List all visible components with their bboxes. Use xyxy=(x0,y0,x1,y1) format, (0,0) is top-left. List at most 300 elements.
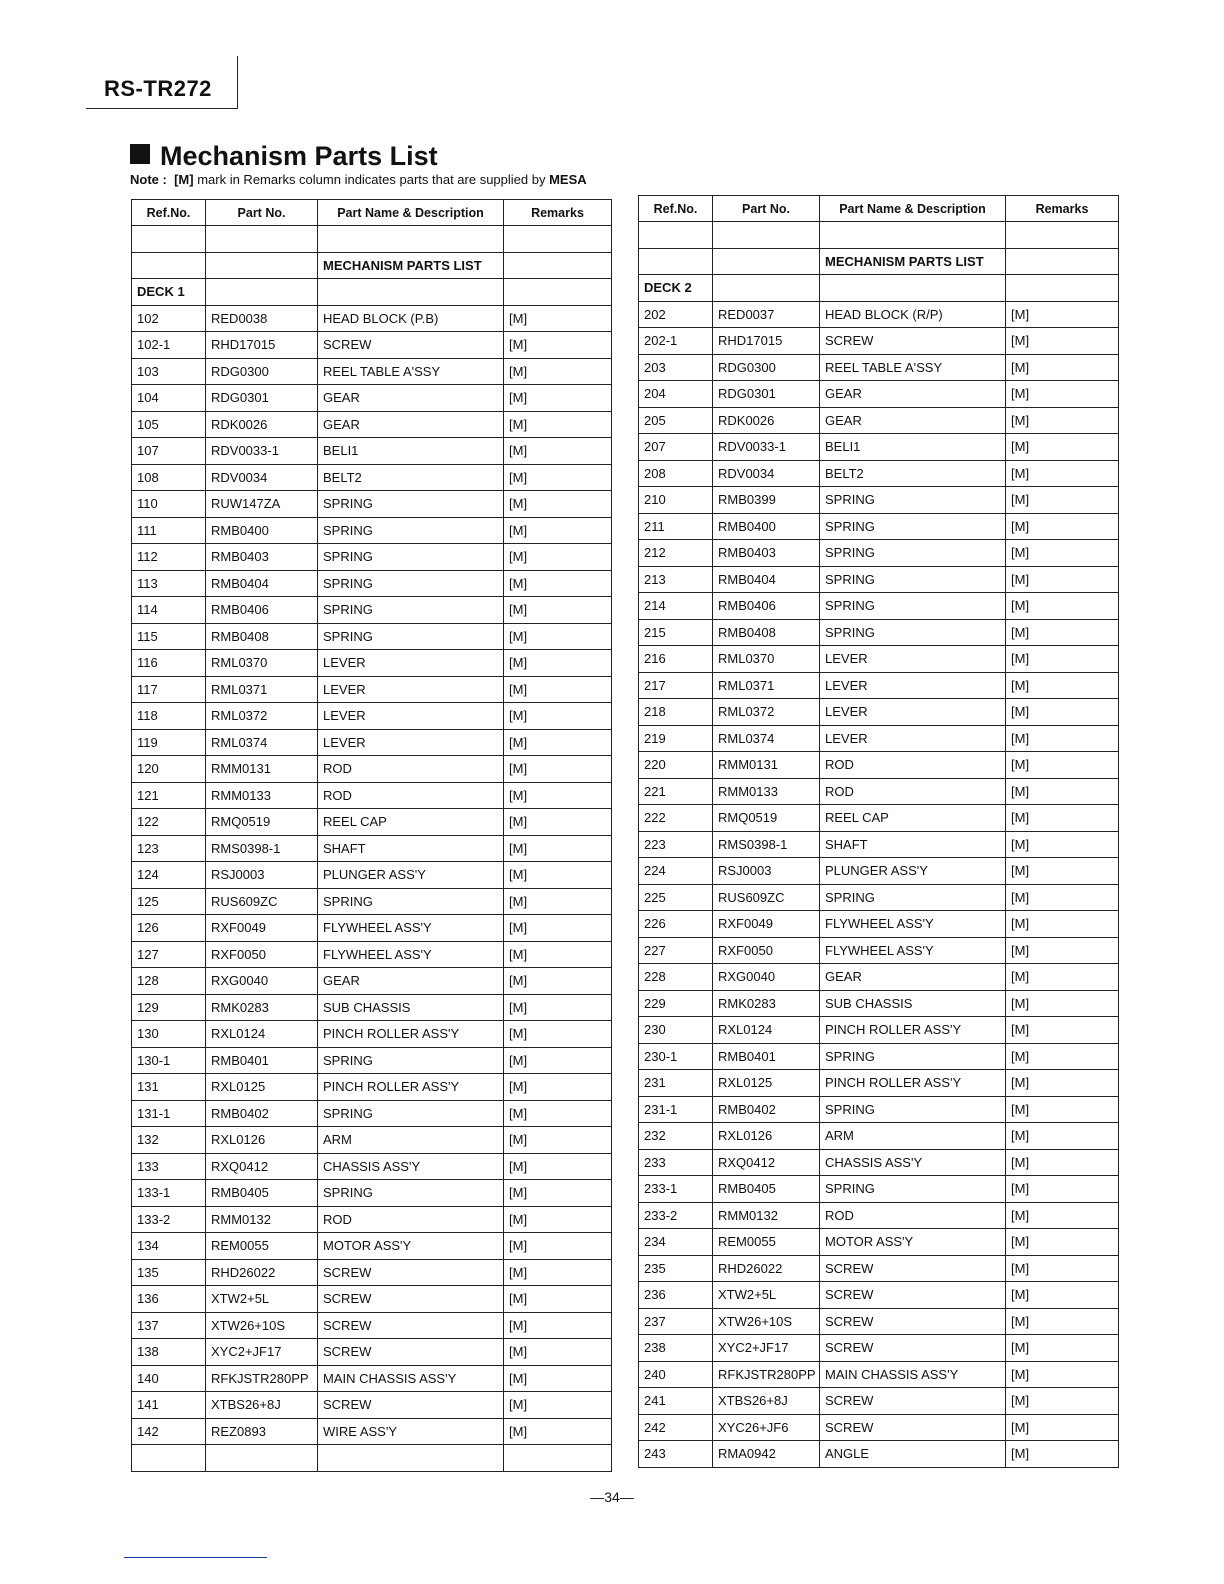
part-no-cell: RMS0398-1 xyxy=(713,831,820,858)
table-row xyxy=(639,1070,1119,1097)
part-no-cell: RUS609ZC xyxy=(713,884,820,911)
ref-no-cell: 216 xyxy=(639,646,713,673)
table-row xyxy=(132,570,612,597)
col-part-no: Part No. xyxy=(206,200,318,226)
description-cell: CHASSIS ASS'Y xyxy=(318,1153,504,1180)
description-cell: PLUNGER ASS'Y xyxy=(820,858,1006,885)
table-row xyxy=(132,438,612,465)
col-description: Part Name & Description xyxy=(820,196,1006,222)
table-row xyxy=(132,279,612,306)
table-row xyxy=(639,1229,1119,1256)
ref-no-cell: 222 xyxy=(639,805,713,832)
description-cell xyxy=(820,275,1006,302)
remarks-cell: [M] xyxy=(504,1100,612,1127)
description-cell: LEVER xyxy=(318,729,504,756)
table-row xyxy=(132,1286,612,1313)
part-no-cell: RFKJSTR280PP xyxy=(713,1361,820,1388)
part-no-cell: RMM0133 xyxy=(713,778,820,805)
remarks-cell: [M] xyxy=(1006,566,1119,593)
remarks-cell: [M] xyxy=(1006,1043,1119,1070)
bottom-rule xyxy=(124,1557,267,1558)
description-cell: SPRING xyxy=(820,487,1006,514)
description-cell: GEAR xyxy=(820,964,1006,991)
remarks-cell: [M] xyxy=(504,968,612,995)
table-row xyxy=(639,646,1119,673)
ref-no-cell: 114 xyxy=(132,597,206,624)
part-no-cell: RMM0132 xyxy=(713,1202,820,1229)
ref-no-cell xyxy=(132,1445,206,1472)
remarks-cell: [M] xyxy=(1006,752,1119,779)
remarks-cell: [M] xyxy=(1006,1096,1119,1123)
part-no-cell: XTBS26+8J xyxy=(713,1388,820,1415)
remarks-cell: [M] xyxy=(1006,937,1119,964)
remarks-cell: [M] xyxy=(504,835,612,862)
remarks-cell: [M] xyxy=(504,650,612,677)
remarks-cell: [M] xyxy=(1006,487,1119,514)
description-cell: SPRING xyxy=(318,1180,504,1207)
remarks-cell: [M] xyxy=(504,1233,612,1260)
description-cell: SCREW xyxy=(820,1414,1006,1441)
part-no-cell: RMB0403 xyxy=(713,540,820,567)
ref-no-cell: 223 xyxy=(639,831,713,858)
remarks-cell: [M] xyxy=(504,305,612,332)
table-row xyxy=(639,619,1119,646)
table-row xyxy=(639,222,1119,249)
description-cell: MAIN CHASSIS ASS'Y xyxy=(820,1361,1006,1388)
remarks-cell xyxy=(1006,248,1119,275)
table-header-row xyxy=(132,200,612,226)
ref-no-cell: 131-1 xyxy=(132,1100,206,1127)
parts-table-deck1 xyxy=(131,199,612,1472)
part-no-cell xyxy=(713,248,820,275)
ref-no-cell: 243 xyxy=(639,1441,713,1468)
remarks-cell: [M] xyxy=(1006,1361,1119,1388)
part-no-cell: RMB0406 xyxy=(713,593,820,620)
remarks-cell: [M] xyxy=(504,1127,612,1154)
part-no-cell: RMB0402 xyxy=(713,1096,820,1123)
remarks-cell: [M] xyxy=(504,994,612,1021)
description-cell: SCREW xyxy=(318,1312,504,1339)
remarks-cell: [M] xyxy=(504,544,612,571)
part-no-cell: RDG0301 xyxy=(713,381,820,408)
ref-no-cell: 232 xyxy=(639,1123,713,1150)
table-row xyxy=(639,275,1119,302)
table-row xyxy=(132,1100,612,1127)
table-row xyxy=(639,1096,1119,1123)
ref-no-cell: 133-2 xyxy=(132,1206,206,1233)
table-row xyxy=(132,809,612,836)
table-row xyxy=(639,328,1119,355)
remarks-cell: [M] xyxy=(1006,1414,1119,1441)
table-row xyxy=(132,676,612,703)
ref-no-cell: 140 xyxy=(132,1365,206,1392)
remarks-cell: [M] xyxy=(1006,805,1119,832)
table-row xyxy=(639,434,1119,461)
part-no-cell: RUS609ZC xyxy=(206,888,318,915)
ref-no-cell: 218 xyxy=(639,699,713,726)
ref-no-cell: 221 xyxy=(639,778,713,805)
ref-no-cell: 242 xyxy=(639,1414,713,1441)
part-no-cell: RXL0124 xyxy=(206,1021,318,1048)
ref-no-cell: 220 xyxy=(639,752,713,779)
description-cell: SUB CHASSIS xyxy=(820,990,1006,1017)
description-cell: SHAFT xyxy=(318,835,504,862)
ref-no-cell: 126 xyxy=(132,915,206,942)
ref-no-cell: 231 xyxy=(639,1070,713,1097)
description-cell: MOTOR ASS'Y xyxy=(820,1229,1006,1256)
remarks-cell: [M] xyxy=(1006,778,1119,805)
remarks-cell: [M] xyxy=(1006,1282,1119,1309)
part-no-cell: XYC2+JF17 xyxy=(206,1339,318,1366)
remarks-cell: [M] xyxy=(1006,1070,1119,1097)
description-cell: SCREW xyxy=(318,332,504,359)
remarks-cell: [M] xyxy=(1006,1149,1119,1176)
description-cell: GEAR xyxy=(820,381,1006,408)
ref-no-cell: 203 xyxy=(639,354,713,381)
description-cell: SPRING xyxy=(820,619,1006,646)
ref-no-cell: 202-1 xyxy=(639,328,713,355)
table-row xyxy=(132,915,612,942)
description-cell xyxy=(318,226,504,253)
part-no-cell: XTW26+10S xyxy=(713,1308,820,1335)
table-row xyxy=(132,1418,612,1445)
table-row xyxy=(132,1021,612,1048)
ref-no-cell: 131 xyxy=(132,1074,206,1101)
remarks-cell: [M] xyxy=(1006,1335,1119,1362)
table-row xyxy=(132,1392,612,1419)
remarks-cell: [M] xyxy=(1006,540,1119,567)
part-no-cell: RHD26022 xyxy=(206,1259,318,1286)
description-cell: SCREW xyxy=(318,1339,504,1366)
part-no-cell: RMB0408 xyxy=(713,619,820,646)
ref-no-cell: 107 xyxy=(132,438,206,465)
table-row xyxy=(132,968,612,995)
ref-no-cell: DECK 2 xyxy=(639,275,713,302)
description-cell: LEVER xyxy=(318,676,504,703)
model-number: RS-TR272 xyxy=(104,76,212,101)
description-cell: FLYWHEEL ASS'Y xyxy=(820,937,1006,964)
table-row xyxy=(639,1017,1119,1044)
description-cell: FLYWHEEL ASS'Y xyxy=(318,941,504,968)
description-cell: BELI1 xyxy=(820,434,1006,461)
description-cell: LEVER xyxy=(820,646,1006,673)
description-cell: SCREW xyxy=(318,1259,504,1286)
table-row xyxy=(639,1388,1119,1415)
ref-no-cell: 233 xyxy=(639,1149,713,1176)
remarks-cell xyxy=(504,279,612,306)
table-row xyxy=(132,729,612,756)
remarks-cell: [M] xyxy=(1006,672,1119,699)
ref-no-cell: 237 xyxy=(639,1308,713,1335)
remarks-cell: [M] xyxy=(1006,619,1119,646)
part-no-cell: XTW26+10S xyxy=(206,1312,318,1339)
ref-no-cell: 210 xyxy=(639,487,713,514)
table-row xyxy=(639,407,1119,434)
table-row xyxy=(639,1441,1119,1468)
part-no-cell: RMB0401 xyxy=(206,1047,318,1074)
remarks-cell xyxy=(504,226,612,253)
description-cell: SPRING xyxy=(820,884,1006,911)
part-no-cell: RHD17015 xyxy=(713,328,820,355)
description-cell: PINCH ROLLER ASS'Y xyxy=(318,1021,504,1048)
remarks-cell: [M] xyxy=(504,1021,612,1048)
ref-no-cell: 227 xyxy=(639,937,713,964)
ref-no-cell: 136 xyxy=(132,1286,206,1313)
remarks-cell: [M] xyxy=(504,1047,612,1074)
remarks-cell: [M] xyxy=(1006,593,1119,620)
ref-no-cell: 219 xyxy=(639,725,713,752)
ref-no-cell: 217 xyxy=(639,672,713,699)
table-row xyxy=(639,1255,1119,1282)
remarks-cell: [M] xyxy=(1006,434,1119,461)
part-no-cell: RMB0405 xyxy=(713,1176,820,1203)
part-no-cell: RMB0405 xyxy=(206,1180,318,1207)
table-row xyxy=(132,623,612,650)
description-cell: SPRING xyxy=(318,544,504,571)
ref-no-cell: 110 xyxy=(132,491,206,518)
ref-no-cell: 113 xyxy=(132,570,206,597)
ref-no-cell: 130 xyxy=(132,1021,206,1048)
table-row xyxy=(132,305,612,332)
part-no-cell: RML0370 xyxy=(713,646,820,673)
remarks-cell: [M] xyxy=(1006,699,1119,726)
part-no-cell: RMB0404 xyxy=(206,570,318,597)
remarks-cell: [M] xyxy=(504,385,612,412)
part-no-cell: RDK0026 xyxy=(713,407,820,434)
part-no-cell: RDG0300 xyxy=(206,358,318,385)
part-no-cell: RXG0040 xyxy=(713,964,820,991)
ref-no-cell: 225 xyxy=(639,884,713,911)
remarks-cell: [M] xyxy=(1006,964,1119,991)
ref-no-cell: 133 xyxy=(132,1153,206,1180)
remarks-cell: [M] xyxy=(1006,354,1119,381)
ref-no-cell: 212 xyxy=(639,540,713,567)
ref-no-cell: 238 xyxy=(639,1335,713,1362)
remarks-cell: [M] xyxy=(1006,911,1119,938)
col-ref-no: Ref.No. xyxy=(639,196,713,222)
part-no-cell: RMM0132 xyxy=(206,1206,318,1233)
table-row xyxy=(132,1339,612,1366)
table-row xyxy=(132,411,612,438)
ref-no-cell: 128 xyxy=(132,968,206,995)
description-cell: PINCH ROLLER ASS'Y xyxy=(820,1017,1006,1044)
ref-no-cell: 115 xyxy=(132,623,206,650)
table-row xyxy=(132,1365,612,1392)
remarks-cell: [M] xyxy=(504,570,612,597)
table-row xyxy=(639,1282,1119,1309)
table-row xyxy=(132,941,612,968)
ref-no-cell: 215 xyxy=(639,619,713,646)
description-cell: SPRING xyxy=(318,517,504,544)
description-cell: LEVER xyxy=(820,725,1006,752)
description-cell: PINCH ROLLER ASS'Y xyxy=(820,1070,1006,1097)
part-no-cell: RXF0049 xyxy=(713,911,820,938)
ref-no-cell: 231-1 xyxy=(639,1096,713,1123)
table-row xyxy=(639,540,1119,567)
description-cell: MAIN CHASSIS ASS'Y xyxy=(318,1365,504,1392)
description-cell: SPRING xyxy=(318,491,504,518)
ref-no-cell: 119 xyxy=(132,729,206,756)
ref-no-cell: 241 xyxy=(639,1388,713,1415)
remarks-cell: [M] xyxy=(504,1365,612,1392)
col-remarks: Remarks xyxy=(504,200,612,226)
description-cell: ROD xyxy=(820,778,1006,805)
remarks-cell: [M] xyxy=(1006,381,1119,408)
remarks-cell: [M] xyxy=(1006,1202,1119,1229)
description-cell: ANGLE xyxy=(820,1441,1006,1468)
part-no-cell: RSJ0003 xyxy=(713,858,820,885)
remarks-cell: [M] xyxy=(1006,1255,1119,1282)
part-no-cell: RDV0034 xyxy=(206,464,318,491)
ref-no-cell: 228 xyxy=(639,964,713,991)
remarks-cell: [M] xyxy=(1006,301,1119,328)
table-row xyxy=(639,513,1119,540)
description-cell: LEVER xyxy=(318,650,504,677)
table-row xyxy=(132,226,612,253)
ref-no-cell: 236 xyxy=(639,1282,713,1309)
ref-no-cell: 108 xyxy=(132,464,206,491)
remarks-cell: [M] xyxy=(1006,407,1119,434)
description-cell: HEAD BLOCK (R/P) xyxy=(820,301,1006,328)
table-row xyxy=(132,1127,612,1154)
description-cell: SUB CHASSIS xyxy=(318,994,504,1021)
remarks-cell: [M] xyxy=(504,1392,612,1419)
part-no-cell: RDG0300 xyxy=(713,354,820,381)
ref-no-cell: 133-1 xyxy=(132,1180,206,1207)
remarks-cell xyxy=(1006,222,1119,249)
remarks-cell xyxy=(1006,275,1119,302)
part-no-cell: RMB0400 xyxy=(206,517,318,544)
ref-no-cell: 229 xyxy=(639,990,713,1017)
table-row xyxy=(639,699,1119,726)
remarks-cell: [M] xyxy=(504,1312,612,1339)
table-row xyxy=(639,487,1119,514)
remarks-cell: [M] xyxy=(1006,460,1119,487)
remarks-cell: [M] xyxy=(1006,513,1119,540)
page-title-text: Mechanism Parts List xyxy=(160,141,438,171)
part-no-cell: RMQ0519 xyxy=(206,809,318,836)
ref-no-cell xyxy=(639,222,713,249)
table-row xyxy=(639,672,1119,699)
ref-no-cell: 233-1 xyxy=(639,1176,713,1203)
part-no-cell: RXL0126 xyxy=(713,1123,820,1150)
description-cell: SPRING xyxy=(820,1096,1006,1123)
description-cell: SCREW xyxy=(318,1286,504,1313)
table-row xyxy=(132,597,612,624)
table-row xyxy=(639,593,1119,620)
ref-no-cell: 123 xyxy=(132,835,206,862)
ref-no-cell: 240 xyxy=(639,1361,713,1388)
ref-no-cell: 102 xyxy=(132,305,206,332)
description-cell: CHASSIS ASS'Y xyxy=(820,1149,1006,1176)
ref-no-cell: 102-1 xyxy=(132,332,206,359)
description-cell: BELT2 xyxy=(318,464,504,491)
remarks-cell: [M] xyxy=(504,597,612,624)
remarks-cell: [M] xyxy=(504,915,612,942)
description-cell: ARM xyxy=(318,1127,504,1154)
remarks-cell: [M] xyxy=(504,809,612,836)
remarks-cell: [M] xyxy=(504,623,612,650)
part-no-cell: RML0374 xyxy=(206,729,318,756)
part-no-cell: RMB0400 xyxy=(713,513,820,540)
part-no-cell: REM0055 xyxy=(713,1229,820,1256)
description-cell: PLUNGER ASS'Y xyxy=(318,862,504,889)
description-cell xyxy=(318,1445,504,1472)
part-no-cell: RDK0026 xyxy=(206,411,318,438)
table-row xyxy=(639,858,1119,885)
part-no-cell: XYC2+JF17 xyxy=(713,1335,820,1362)
remarks-cell: [M] xyxy=(504,464,612,491)
ref-no-cell: 211 xyxy=(639,513,713,540)
ref-no-cell: 137 xyxy=(132,1312,206,1339)
remarks-cell xyxy=(504,1445,612,1472)
table-row xyxy=(639,1308,1119,1335)
ref-no-cell: 111 xyxy=(132,517,206,544)
part-no-cell xyxy=(206,279,318,306)
ref-no-cell: 120 xyxy=(132,756,206,783)
ref-no-cell: 127 xyxy=(132,941,206,968)
part-no-cell: RML0371 xyxy=(713,672,820,699)
table-row xyxy=(639,566,1119,593)
remarks-cell: [M] xyxy=(1006,1017,1119,1044)
note-supplier: MESA xyxy=(549,172,587,187)
model-divider xyxy=(237,56,238,109)
ref-no-cell: 130-1 xyxy=(132,1047,206,1074)
ref-no-cell: 138 xyxy=(132,1339,206,1366)
description-cell: FLYWHEEL ASS'Y xyxy=(318,915,504,942)
table-row xyxy=(132,464,612,491)
remarks-cell: [M] xyxy=(504,491,612,518)
part-no-cell: RED0038 xyxy=(206,305,318,332)
table-row xyxy=(132,252,612,279)
table-row xyxy=(639,1149,1119,1176)
col-ref-no: Ref.No. xyxy=(132,200,206,226)
table-row xyxy=(639,778,1119,805)
description-cell: SPRING xyxy=(820,593,1006,620)
table-row xyxy=(639,248,1119,275)
ref-no-cell: 124 xyxy=(132,862,206,889)
remarks-cell: [M] xyxy=(1006,1308,1119,1335)
ref-no-cell: 103 xyxy=(132,358,206,385)
table-row xyxy=(132,1233,612,1260)
table-row xyxy=(639,911,1119,938)
col-part-no: Part No. xyxy=(713,196,820,222)
remarks-cell: [M] xyxy=(504,862,612,889)
remarks-cell: [M] xyxy=(504,1339,612,1366)
remarks-cell: [M] xyxy=(1006,328,1119,355)
description-cell: SPRING xyxy=(318,570,504,597)
description-cell: SPRING xyxy=(318,597,504,624)
table-row xyxy=(132,650,612,677)
part-no-cell: RXF0050 xyxy=(713,937,820,964)
remarks-cell: [M] xyxy=(1006,725,1119,752)
table-row xyxy=(639,725,1119,752)
table-row xyxy=(639,884,1119,911)
description-cell: SPRING xyxy=(820,1043,1006,1070)
ref-no-cell: 208 xyxy=(639,460,713,487)
description-cell: ROD xyxy=(820,752,1006,779)
part-no-cell: XYC26+JF6 xyxy=(713,1414,820,1441)
remarks-cell: [M] xyxy=(1006,1388,1119,1415)
ref-no-cell: 112 xyxy=(132,544,206,571)
ref-no-cell: 121 xyxy=(132,782,206,809)
table-row xyxy=(132,1153,612,1180)
part-no-cell: RML0371 xyxy=(206,676,318,703)
part-no-cell: RMA0942 xyxy=(713,1441,820,1468)
remarks-cell: [M] xyxy=(1006,1123,1119,1150)
remarks-cell: [M] xyxy=(1006,1441,1119,1468)
description-cell: ARM xyxy=(820,1123,1006,1150)
